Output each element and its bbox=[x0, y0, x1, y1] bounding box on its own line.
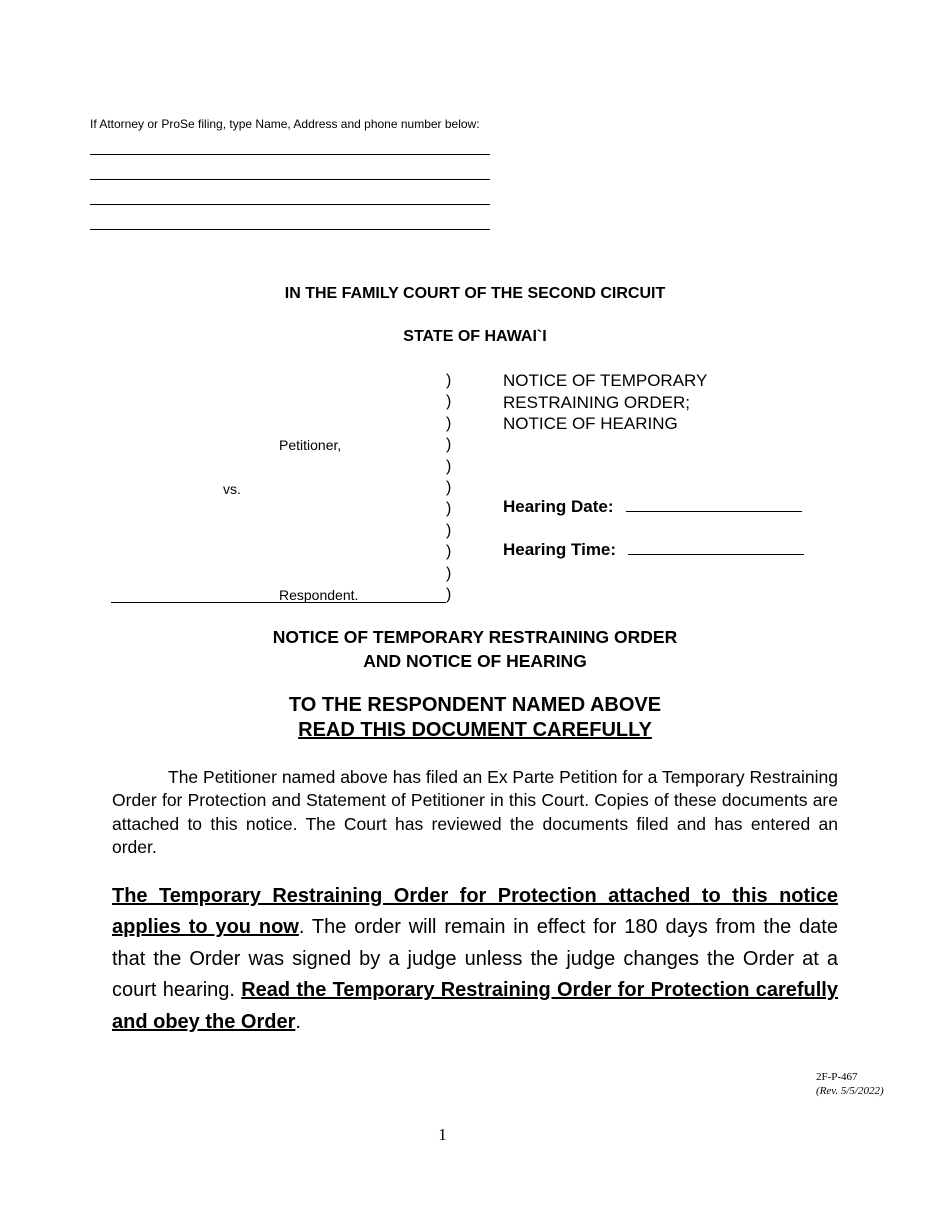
page-number: 1 bbox=[438, 1125, 447, 1144]
form-number: 2F-P-467 bbox=[816, 1071, 858, 1083]
petitioner-label: Petitioner, bbox=[279, 437, 342, 453]
paren: ) bbox=[446, 393, 452, 411]
revision-date: (Rev. 5/5/2022) bbox=[816, 1085, 884, 1097]
warning-line1: TO THE RESPONDENT NAMED ABOVE bbox=[288, 694, 662, 716]
respondent-label: Respondent. bbox=[279, 587, 359, 603]
doc-title-line: NOTICE OF HEARING bbox=[503, 414, 678, 433]
paren: ) bbox=[446, 457, 452, 475]
doc-title-line: NOTICE OF TEMPORARY bbox=[503, 371, 708, 390]
paren: ) bbox=[446, 479, 452, 497]
notice-title-line1: NOTICE OF TEMPORARY RESTRAINING ORDER bbox=[272, 627, 678, 647]
petition-paragraph bbox=[112, 766, 838, 859]
paren: ) bbox=[446, 543, 452, 561]
court-name: IN THE FAMILY COURT OF THE SECOND CIRCUIT bbox=[284, 285, 666, 302]
phone-line[interactable] bbox=[90, 229, 490, 230]
paren: ) bbox=[446, 414, 452, 432]
paren: ) bbox=[446, 500, 452, 518]
hearing-date-label: Hearing Date: bbox=[503, 497, 614, 516]
notice-title bbox=[0, 626, 950, 673]
paren: ) bbox=[446, 436, 452, 454]
name-line[interactable] bbox=[90, 154, 490, 155]
doc-title-line: RESTRAINING ORDER; bbox=[503, 392, 691, 412]
hearing-time-field[interactable] bbox=[628, 554, 804, 555]
court-state: STATE OF HAWAI`I bbox=[403, 328, 547, 345]
document-title-caption bbox=[503, 370, 707, 435]
paren: ) bbox=[446, 564, 452, 582]
filing-instruction: If Attorney or ProSe filing, type Name, Address and phone number below: bbox=[90, 117, 480, 131]
paren: ) bbox=[446, 521, 452, 539]
notice-title-line2: AND NOTICE OF HEARING bbox=[363, 650, 587, 671]
hearing-date bbox=[503, 497, 802, 517]
respondent-warning bbox=[0, 693, 950, 743]
obey-order-text: Read the Temporary Restraining Order for Protection carefully and obey the Order bbox=[112, 979, 838, 1033]
paren: ) bbox=[446, 586, 452, 604]
warning-line2: READ THIS DOCUMENT CAREFULLY bbox=[298, 719, 652, 741]
order-paragraph bbox=[112, 881, 838, 1038]
order-duration-text: . The order will remain in effect for 180 days from the date that the Order was signed by a judge unless the judge changes the Order at a court hearing. bbox=[112, 916, 838, 1002]
petition-text: The Petitioner named above has filed an Ex Parte Petition for a Temporary Restraining Order for Protection and Statement of Petitioner in this Court. Copies of these documents are attached to this notice. The Court has reviewed the documents filed and has entered an order. bbox=[112, 767, 838, 857]
address-line-2[interactable] bbox=[90, 204, 490, 205]
order-period: . bbox=[295, 1010, 301, 1033]
respondent-underline bbox=[111, 602, 446, 603]
hearing-date-field[interactable] bbox=[626, 511, 802, 512]
paren: ) bbox=[446, 372, 452, 389]
caption-divider bbox=[446, 370, 451, 605]
form-identifier bbox=[816, 1070, 884, 1098]
order-applies-text: The Temporary Restraining Order for Protection attached to this notice applies to you now bbox=[112, 885, 838, 939]
address-line-1[interactable] bbox=[90, 179, 490, 180]
hearing-time bbox=[503, 540, 804, 560]
hearing-time-label: Hearing Time: bbox=[503, 540, 617, 559]
vs-label: vs. bbox=[223, 481, 241, 497]
